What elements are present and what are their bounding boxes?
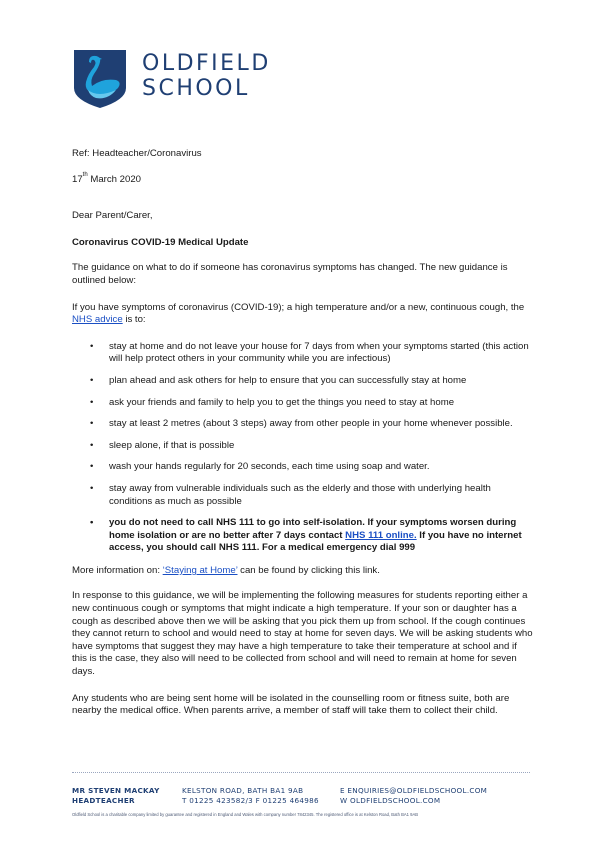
salutation: Dear Parent/Carer, <box>72 210 153 222</box>
footer-address <box>182 786 319 806</box>
bullet-icon: • <box>90 418 94 430</box>
more-info-text-end: can be found by clicking this link. <box>237 564 380 576</box>
list-item-text: wash your hands regularly for 20 seconds, each time using soap and water. <box>109 461 430 473</box>
intro-paragraph: The guidance on what to do if someone has coronavirus symptoms has changed. The new guidance is outlined below: <box>72 262 508 286</box>
list-item <box>72 461 534 474</box>
school-email[interactable]: E ENQUIRIES@OLDFIELDSCHOOL.COM <box>340 786 488 795</box>
list-item <box>72 483 534 508</box>
list-item <box>72 375 534 388</box>
bullet-icon: • <box>90 517 94 529</box>
school-website[interactable]: W OLDFIELDSCHOOL.COM <box>340 796 441 805</box>
list-item <box>72 341 534 366</box>
list-item-text: stay away from vulnerable individuals such as the elderly and those with underlying health conditions as much as possible <box>109 482 491 507</box>
symptoms-text-end: is to: <box>122 314 146 326</box>
footer-divider <box>72 772 530 773</box>
school-address: KELSTON ROAD, BATH BA1 9AB <box>182 786 304 795</box>
list-item <box>72 418 534 431</box>
nhs-advice-link[interactable]: NHS advice <box>72 314 123 326</box>
list-item-text: stay at least 2 metres (about 3 steps) away from other people in your home whenever possible. <box>109 418 513 430</box>
headteacher-name: MR STEVEN MACKAY <box>72 786 160 795</box>
list-item-text: you do not need to call NHS 111 to go into self-isolation. If your symptoms worsen during home isolation or are no better after 7 days contact <box>109 517 517 541</box>
school-name-line2: SCHOOL <box>142 76 250 101</box>
date-rest: March 2020 <box>87 173 142 185</box>
bullet-icon: • <box>90 396 94 408</box>
letter-date <box>72 174 534 187</box>
date-suffix: th <box>82 172 88 179</box>
reference-line: Ref: Headteacher/Coronavirus <box>72 148 202 159</box>
response-paragraph: In response to this guidance, we will be implementing the following measures for students reporting either a new continuous cough or symptoms that might indicate a high temperature. If your son or daughter has a cough as described above then we will be asking that you pick them up from school. If the cough continues they cannot return to school and would need to stay at home for seven days. We will be asking students who have symptoms that suggest they may have a high temperature to take their temperature at school and if this is the case, they also will need to be collected from school and will need to remain at home for seven days. <box>72 590 533 678</box>
list-item-text-end: If you have no internet access, you should call NHS 111. For a medical emergency dial 999 <box>109 529 522 554</box>
list-item-text: plan ahead and ask others for help to ensure that you can successfully stay at home <box>109 374 467 386</box>
bullet-icon: • <box>90 439 94 451</box>
school-phones: T 01225 423582/3 F 01225 464986 <box>182 796 319 805</box>
swan-shield-icon <box>72 48 128 110</box>
school-name-line1: OLDFIELD <box>142 51 271 76</box>
school-logo <box>72 48 271 110</box>
list-item-text: sleep alone, if that is possible <box>109 439 235 451</box>
more-info-line <box>72 565 534 578</box>
date-day: 17 <box>72 173 83 185</box>
letter-subject: Coronavirus COVID-19 Medical Update <box>72 236 249 248</box>
symptoms-paragraph <box>72 302 534 327</box>
more-info-text: More information on: <box>72 564 163 576</box>
staying-at-home-link[interactable]: ‘Staying at Home’ <box>162 564 238 576</box>
school-name <box>142 51 271 101</box>
isolation-paragraph: Any students who are being sent home will be isolated in the counselling room or fitness suite, both are nearby the medical office. When parents arrive, a member of staff will take them to collect their child. <box>72 692 510 717</box>
footer-contact <box>340 786 487 806</box>
bullet-icon: • <box>90 340 94 352</box>
symptoms-text: If you have symptoms of coronavirus (COVID-19); a high temperature and/or a new, continuous cough, the <box>72 301 525 313</box>
footer-signatory <box>72 786 160 806</box>
legal-notice: Oldfield School is a charitable company limited by guarantee and registered in England and Wales with company number 7842345. The registered office is at Kelston Road, Bath BA1 9AB <box>72 812 419 817</box>
headteacher-role: HEADTEACHER <box>72 796 135 805</box>
list-item-text: ask your friends and family to help you to get the things you need to stay at home <box>109 396 455 408</box>
list-item-self-isolation <box>72 517 534 555</box>
guidance-list <box>72 341 534 555</box>
list-item <box>72 440 534 453</box>
list-item <box>72 397 534 410</box>
list-item-text: stay at home and do not leave your house for 7 days from when your symptoms started (this action will help protect others in your community while you are infectious) <box>109 340 529 365</box>
bullet-icon: • <box>90 374 94 386</box>
nhs-111-online-link[interactable]: NHS 111 online. <box>345 529 417 541</box>
bullet-icon: • <box>90 482 94 494</box>
letter-body <box>72 148 534 732</box>
bullet-icon: • <box>90 461 94 473</box>
